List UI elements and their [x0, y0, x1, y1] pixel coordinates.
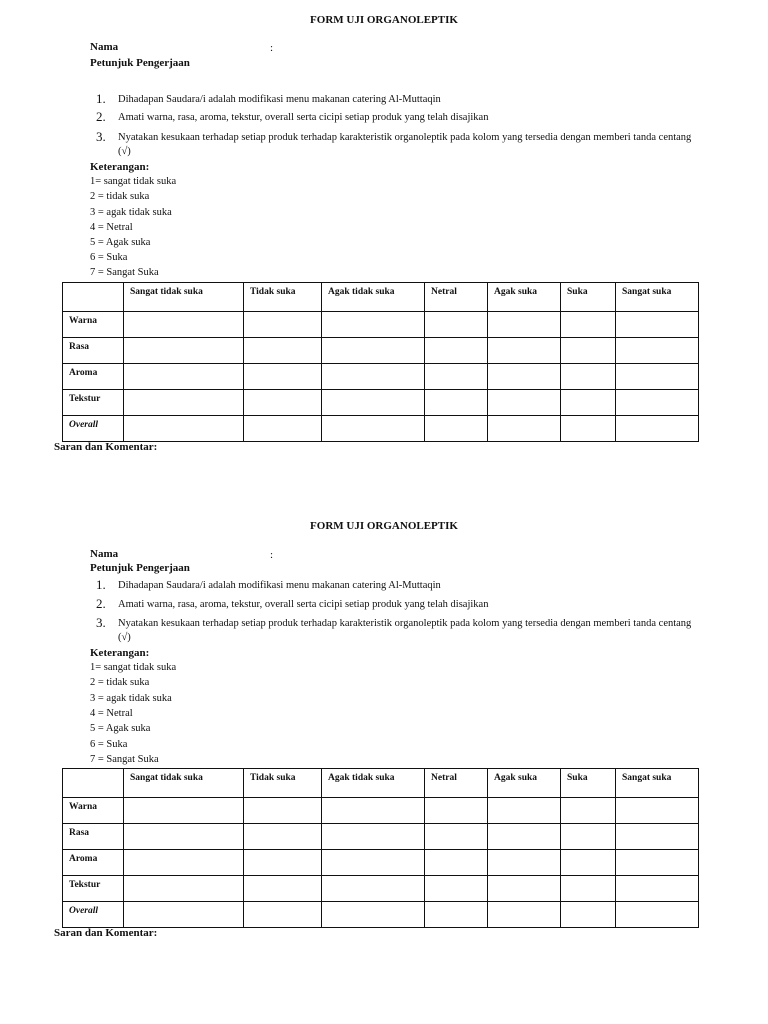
keterangan-item: 5 = Agak suka: [90, 723, 151, 734]
rating-cell[interactable]: [425, 876, 488, 902]
rating-cell[interactable]: [488, 876, 561, 902]
rating-cell[interactable]: [244, 824, 322, 850]
rating-cell[interactable]: [244, 338, 322, 364]
table-header-cell: Agak suka: [488, 769, 561, 798]
rating-cell[interactable]: [616, 416, 699, 442]
keterangan-item: 5 = Agak suka: [90, 237, 151, 248]
keterangan-item: 1= sangat tidak suka: [90, 662, 177, 673]
keterangan-item: 2 = tidak suka: [90, 677, 150, 688]
rating-cell[interactable]: [322, 416, 425, 442]
nama-label: Nama: [90, 41, 119, 53]
rating-cell[interactable]: [616, 824, 699, 850]
rating-cell[interactable]: [488, 902, 561, 928]
table-header-cell: Sangat suka: [616, 769, 699, 798]
rating-cell[interactable]: [244, 364, 322, 390]
table-header-row: [63, 769, 699, 798]
row-label: Overall: [63, 416, 124, 442]
petunjuk-label: Petunjuk Pengerjaan: [90, 57, 190, 69]
row-label: Aroma: [63, 850, 124, 876]
row-label: Warna: [63, 798, 124, 824]
rating-cell[interactable]: [561, 798, 616, 824]
table-header-empty: [63, 769, 124, 798]
table-header-row: [63, 283, 699, 312]
rating-cell[interactable]: [488, 364, 561, 390]
rating-cell[interactable]: [322, 850, 425, 876]
rating-cell[interactable]: [616, 364, 699, 390]
rating-cell[interactable]: [561, 824, 616, 850]
table-row: [63, 798, 699, 824]
rating-cell[interactable]: [425, 824, 488, 850]
rating-cell[interactable]: [124, 850, 244, 876]
form-title: FORM UJI ORGANOLEPTIK: [310, 520, 458, 532]
instruction-number: 3.: [96, 129, 106, 144]
table-header-cell: Agak tidak suka: [322, 283, 425, 312]
keterangan-item: 2 = tidak suka: [90, 191, 150, 202]
rating-cell[interactable]: [124, 364, 244, 390]
row-label: Tekstur: [63, 390, 124, 416]
rating-cell[interactable]: [322, 876, 425, 902]
rating-cell[interactable]: [322, 798, 425, 824]
rating-table: [62, 282, 699, 442]
rating-cell[interactable]: [425, 364, 488, 390]
rating-cell[interactable]: [244, 312, 322, 338]
table-header-cell: Tidak suka: [244, 283, 322, 312]
rating-cell[interactable]: [322, 824, 425, 850]
petunjuk-label: Petunjuk Pengerjaan: [90, 562, 190, 574]
rating-cell[interactable]: [616, 338, 699, 364]
rating-cell[interactable]: [322, 902, 425, 928]
rating-cell[interactable]: [425, 902, 488, 928]
rating-cell[interactable]: [561, 850, 616, 876]
table-header-cell: Sangat tidak suka: [124, 769, 244, 798]
instruction-text: Dihadapan Saudara/i adalah modifikasi menu makanan catering Al-Muttaqin: [118, 94, 441, 105]
rating-cell[interactable]: [244, 798, 322, 824]
rating-cell[interactable]: [561, 416, 616, 442]
table-row: [63, 364, 699, 390]
instruction-number: 1.: [96, 91, 106, 106]
saran-label: Saran dan Komentar:: [54, 927, 158, 939]
rating-cell[interactable]: [561, 390, 616, 416]
keterangan-item: 6 = Suka: [90, 739, 128, 750]
keterangan-item: 4 = Netral: [90, 708, 133, 719]
table-header-cell: Sangat tidak suka: [124, 283, 244, 312]
table-row: [63, 902, 699, 928]
keterangan-item: 6 = Suka: [90, 252, 128, 263]
rating-cell[interactable]: [124, 338, 244, 364]
instruction-text: Nyatakan kesukaan terhadap setiap produk terhadap karakteristik organoleptik pada kolom yang tersedia dengan memberi tanda centang (√): [118, 618, 692, 643]
table-header-cell: Netral: [425, 283, 488, 312]
rating-cell[interactable]: [488, 850, 561, 876]
rating-cell[interactable]: [124, 876, 244, 902]
rating-cell[interactable]: [244, 850, 322, 876]
instruction-number: 2.: [96, 109, 106, 124]
table-header-empty: [63, 283, 124, 312]
nama-colon: :: [270, 549, 274, 561]
rating-cell[interactable]: [322, 312, 425, 338]
rating-cell[interactable]: [322, 390, 425, 416]
keterangan-item: 3 = agak tidak suka: [90, 207, 172, 218]
rating-cell[interactable]: [561, 364, 616, 390]
instruction-text: Amati warna, rasa, aroma, tekstur, overall serta cicipi setiap produk yang telah disajikan: [118, 599, 489, 610]
rating-cell[interactable]: [425, 312, 488, 338]
keterangan-label: Keterangan:: [90, 161, 150, 173]
keterangan-item: 4 = Netral: [90, 222, 133, 233]
instruction-text: Amati warna, rasa, aroma, tekstur, overall serta cicipi setiap produk yang telah disajikan: [118, 112, 489, 123]
keterangan-item: 7 = Sangat Suka: [90, 754, 159, 765]
nama-colon: :: [270, 42, 274, 54]
rating-cell[interactable]: [124, 902, 244, 928]
row-label: Tekstur: [63, 876, 124, 902]
table-row: [63, 850, 699, 876]
rating-table: [62, 768, 699, 928]
instruction-text: Nyatakan kesukaan terhadap setiap produk terhadap karakteristik organoleptik pada kolom yang tersedia dengan memberi tanda centang (√): [118, 132, 692, 157]
rating-cell[interactable]: [561, 312, 616, 338]
keterangan-item: 7 = Sangat Suka: [90, 267, 159, 278]
rating-cell[interactable]: [616, 312, 699, 338]
rating-cell[interactable]: [244, 902, 322, 928]
table-row: [63, 312, 699, 338]
rating-cell[interactable]: [616, 798, 699, 824]
rating-cell[interactable]: [425, 850, 488, 876]
rating-cell[interactable]: [616, 850, 699, 876]
rating-cell[interactable]: [322, 338, 425, 364]
instruction-number: 1.: [96, 577, 106, 592]
row-label: Overall: [63, 902, 124, 928]
rating-cell[interactable]: [561, 902, 616, 928]
rating-cell[interactable]: [488, 338, 561, 364]
table-header-cell: Suka: [561, 769, 616, 798]
table-row: [63, 824, 699, 850]
table-header-cell: Tidak suka: [244, 769, 322, 798]
table-header-cell: Sangat suka: [616, 283, 699, 312]
rating-cell[interactable]: [124, 798, 244, 824]
table-header-cell: Agak suka: [488, 283, 561, 312]
table-header-cell: Agak tidak suka: [322, 769, 425, 798]
rating-cell[interactable]: [488, 798, 561, 824]
instruction-text: Dihadapan Saudara/i adalah modifikasi menu makanan catering Al-Muttaqin: [118, 580, 441, 591]
rating-cell[interactable]: [124, 416, 244, 442]
rating-cell[interactable]: [488, 824, 561, 850]
saran-label: Saran dan Komentar:: [54, 441, 158, 453]
rating-cell[interactable]: [425, 338, 488, 364]
rating-cell[interactable]: [244, 390, 322, 416]
instruction-number: 3.: [96, 615, 106, 630]
keterangan-item: 1= sangat tidak suka: [90, 176, 177, 187]
rating-cell[interactable]: [561, 876, 616, 902]
rating-cell[interactable]: [124, 390, 244, 416]
rating-cell[interactable]: [425, 416, 488, 442]
rating-cell[interactable]: [124, 312, 244, 338]
rating-cell[interactable]: [561, 338, 616, 364]
rating-cell[interactable]: [488, 312, 561, 338]
rating-cell[interactable]: [244, 876, 322, 902]
nama-label: Nama: [90, 548, 119, 560]
row-label: Aroma: [63, 364, 124, 390]
rating-cell[interactable]: [616, 902, 699, 928]
rating-cell[interactable]: [488, 390, 561, 416]
form-title: FORM UJI ORGANOLEPTIK: [310, 14, 458, 26]
rating-cell[interactable]: [124, 824, 244, 850]
row-label: Rasa: [63, 824, 124, 850]
table-header-cell: Netral: [425, 769, 488, 798]
rating-cell[interactable]: [616, 876, 699, 902]
rating-cell[interactable]: [425, 390, 488, 416]
rating-cell[interactable]: [425, 798, 488, 824]
table-header-cell: Suka: [561, 283, 616, 312]
row-label: Warna: [63, 312, 124, 338]
table-row: [63, 416, 699, 442]
table-row: [63, 876, 699, 902]
keterangan-label: Keterangan:: [90, 647, 150, 659]
rating-cell[interactable]: [616, 390, 699, 416]
table-row: [63, 338, 699, 364]
table-row: [63, 390, 699, 416]
rating-cell[interactable]: [244, 416, 322, 442]
rating-cell[interactable]: [322, 364, 425, 390]
rating-cell[interactable]: [488, 416, 561, 442]
keterangan-item: 3 = agak tidak suka: [90, 693, 172, 704]
instruction-number: 2.: [96, 596, 106, 611]
row-label: Rasa: [63, 338, 124, 364]
